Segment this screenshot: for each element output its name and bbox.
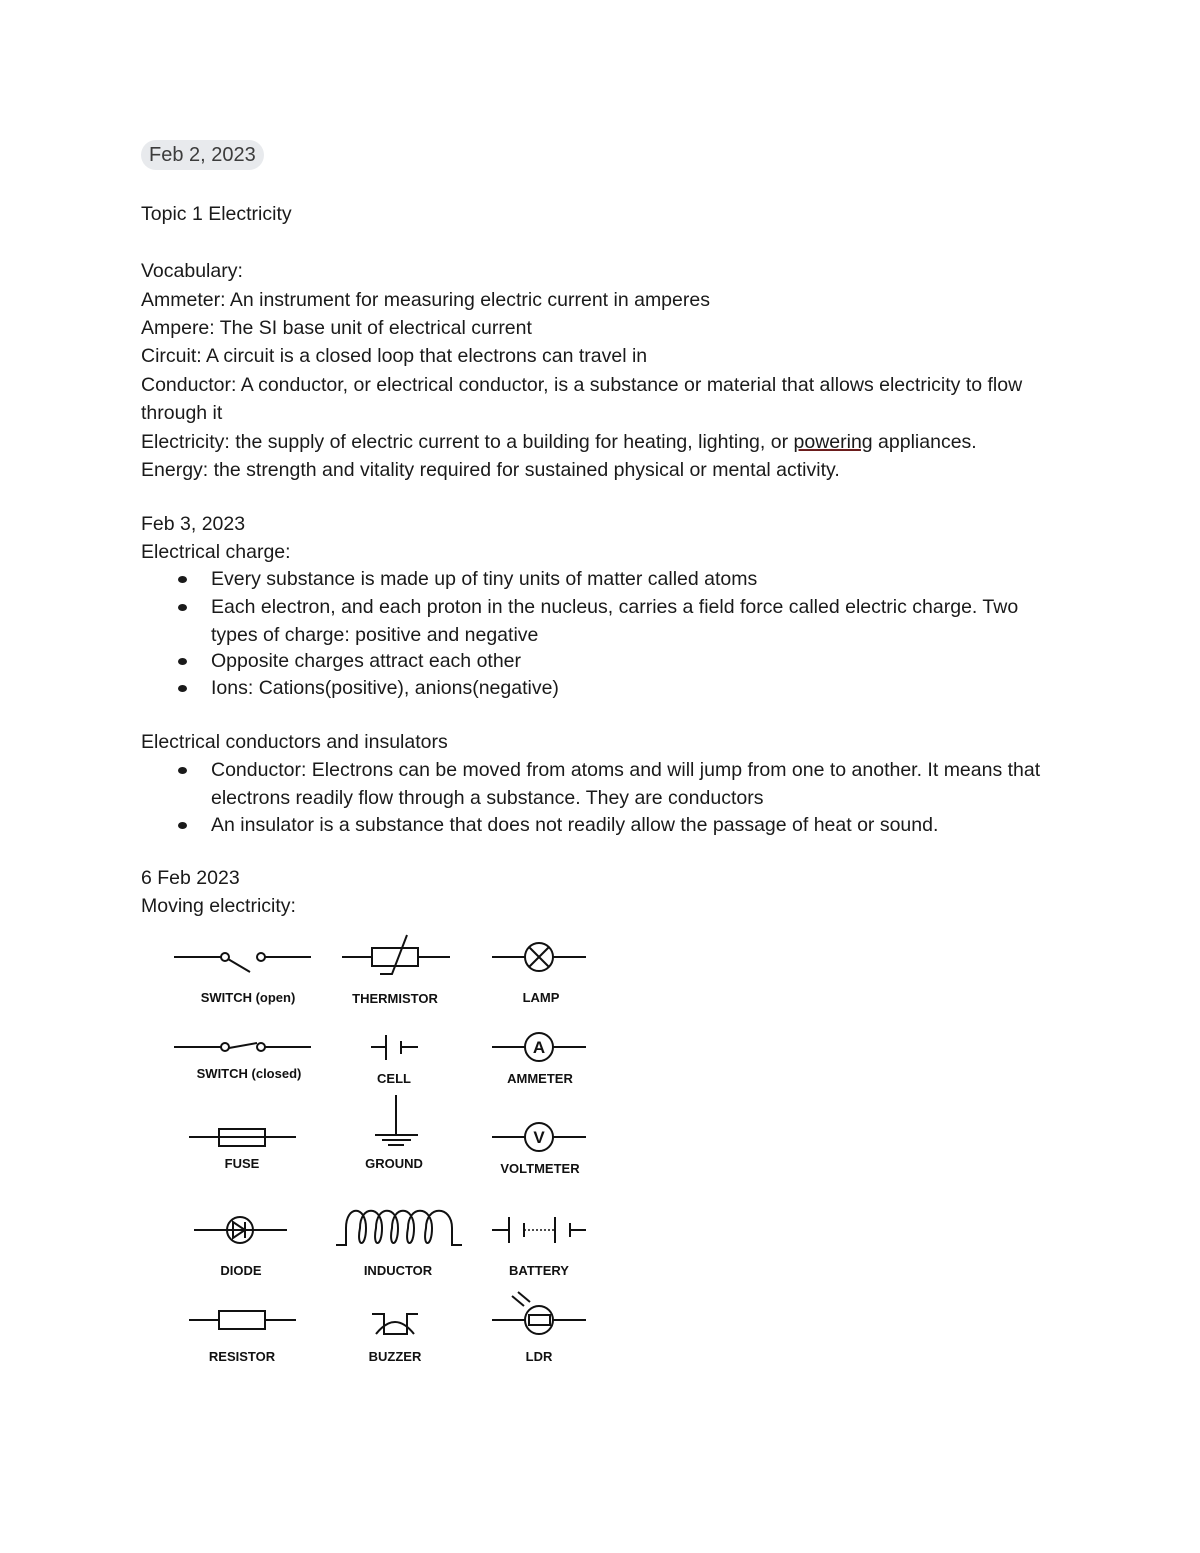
label-thermistor: THERMISTOR <box>352 991 438 1006</box>
label-lamp: LAMP <box>522 990 560 1005</box>
battery-symbol <box>492 1217 586 1243</box>
label-cell: CELL <box>377 1071 411 1086</box>
label-resistor: RESISTOR <box>208 1349 276 1364</box>
electrical-charge-heading: Electrical charge: <box>141 541 291 563</box>
ground-symbol <box>375 1095 418 1145</box>
vocab-energy: Energy: the strength and vitality required for sustained physical or mental activity. <box>141 459 840 481</box>
label-ground: GROUND <box>365 1156 423 1171</box>
list-item: An insulator is a substance that does not readily allow the passage of heat or sound. <box>211 811 1061 839</box>
label-voltmeter: VOLTMETER <box>500 1161 580 1176</box>
ldr-symbol <box>492 1292 586 1334</box>
buzzer-symbol <box>372 1314 418 1334</box>
topic-title: Topic 1 Electricity <box>141 203 292 225</box>
label-switch-closed: SWITCH (closed) <box>196 1066 302 1081</box>
vocab-electricity-text: Electricity: the supply of electric current to a building for heating, lighting, or <box>141 431 794 453</box>
label-fuse: FUSE <box>224 1156 260 1171</box>
list-item: Each electron, and each proton in the nucleus, carries a field force called electric charge. Two types of charge: positive and negative <box>211 593 1061 649</box>
label-ammeter: AMMETER <box>507 1071 573 1086</box>
vocab-conductor: Conductor: A conductor, or electrical conductor, is a substance or material that allows electricity to flow through it <box>141 374 1023 424</box>
date-chip[interactable]: Feb 2, 2023 <box>141 140 264 170</box>
vocab-circuit: Circuit: A circuit is a closed loop that electrons can travel in <box>141 345 648 367</box>
lamp-symbol <box>492 943 586 971</box>
list-item: Opposite charges attract each other <box>211 647 1061 675</box>
list-item: Every substance is made up of tiny units of matter called atoms <box>211 565 1061 593</box>
section-date-6feb: 6 Feb 2023 <box>141 867 240 889</box>
label-buzzer: BUZZER <box>368 1349 422 1364</box>
vocabulary-heading: Vocabulary: <box>141 260 243 282</box>
label-battery: BATTERY <box>509 1263 569 1278</box>
diode-symbol <box>194 1217 287 1243</box>
label-ldr: LDR <box>525 1349 553 1364</box>
ammeter-letter: A <box>532 1038 546 1057</box>
spellcheck-word[interactable]: powering <box>793 431 873 453</box>
cell-symbol <box>371 1035 418 1060</box>
vocab-ampere: Ampere: The SI base unit of electrical current <box>141 317 532 339</box>
vocab-electricity-tail: appliances. <box>872 431 977 453</box>
thermistor-symbol <box>342 935 450 974</box>
label-switch-open: SWITCH (open) <box>200 990 296 1005</box>
conductors-heading: Electrical conductors and insulators <box>141 731 448 753</box>
list-item: Ions: Cations(positive), anions(negative) <box>211 674 1061 702</box>
label-diode: DIODE <box>220 1263 262 1278</box>
vocab-ammeter: Ammeter: An instrument for measuring electric current in amperes <box>141 289 710 311</box>
section-date-feb3: Feb 3, 2023 <box>141 513 246 535</box>
voltmeter-letter: V <box>533 1128 545 1147</box>
label-inductor: INDUCTOR <box>363 1263 433 1278</box>
moving-electricity-heading: Moving electricity: <box>141 895 296 917</box>
fuse-symbol <box>189 1129 296 1146</box>
list-item: Conductor: Electrons can be moved from atoms and will jump from one to another. It means that electrons readily flow through a substance. They are conductors <box>211 756 1061 812</box>
resistor-symbol <box>189 1311 296 1329</box>
switch-open-symbol <box>174 953 311 972</box>
inductor-symbol <box>336 1211 462 1245</box>
switch-closed-symbol <box>174 1043 311 1051</box>
